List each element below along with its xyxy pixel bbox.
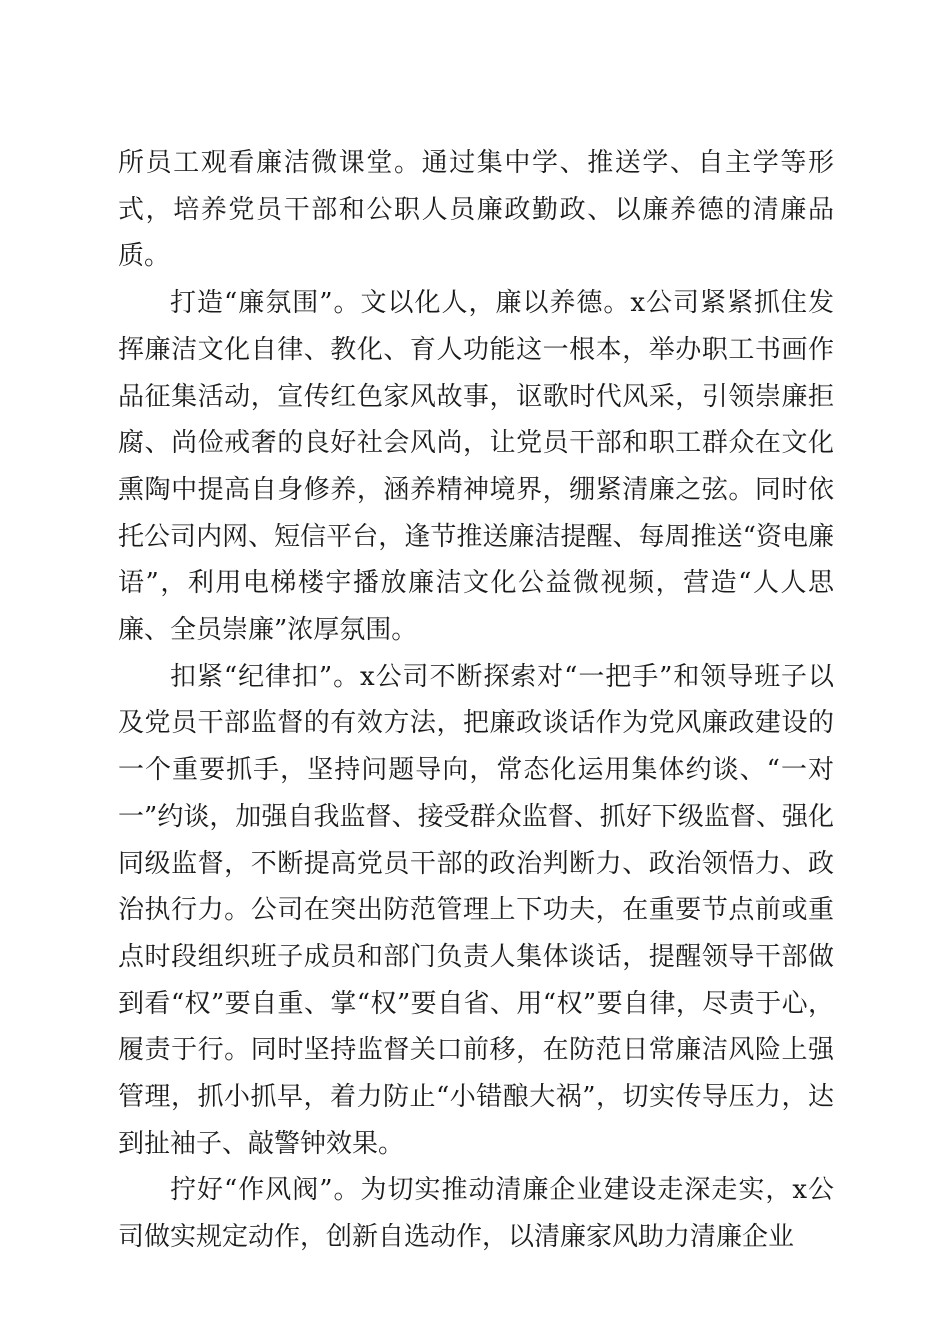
paragraph-discipline: 扣紧“纪律扣”。x公司不断探索对“一把手”和领导班子以及党员干部监督的有效方法，把廉政谈话作为党风廉政建设的一个重要抓手，坚持问题导向，常态化运用集体约谈、“一对一”约谈，加强自我监督、接受群众监督、抓好下级监督、强化同级监督，不断提高党员干部的政治判断力、政治领悟力、政治执行力。公司在突出防范管理上下功夫，在重要节点前或重点时段组织班子成员和部门负责人集体谈话，提醒领导干部做到看“权”要自重、掌“权”要自省、用“权”要自律，尽责于心，履责于行。同时坚持监督关口前移，在防范日常廉洁风险上强管理，抓小抓早，着力防止“小错酿大祸”，切实传导压力，达到扯袖子、敲警钟效果。 — [118, 661, 834, 1159]
paragraph-continuation: 所员工观看廉洁微课堂。通过集中学、推送学、自主学等形式，培养党员干部和公职人员廉政勤政、以廉养德的清廉品质。 — [118, 148, 834, 272]
document-body — [118, 140, 834, 1261]
paragraph-work-style: 拧好“作风阀”。为切实推动清廉企业建设走深走实，x公司做实规定动作，创新自选动作，以清廉家风助力清廉企业 — [118, 1175, 834, 1253]
paragraph-atmosphere: 打造“廉氛围”。文以化人，廉以养德。x公司紧紧抓住发挥廉洁文化自律、教化、育人功能这一根本，举办职工书画作品征集活动，宣传红色家风故事，讴歌时代风采，引领崇廉拒腐、尚俭戒奢的良好社会风尚，让党员干部和职工群众在文化熏陶中提高自身修养，涵养精神境界，绷紧清廉之弦。同时依托公司内网、短信平台，逢节推送廉洁提醒、每周推送“资电廉语”，利用电梯楼宇播放廉洁文化公益微视频，营造“人人思廉、全员崇廉”浓厚氛围。 — [118, 288, 834, 646]
